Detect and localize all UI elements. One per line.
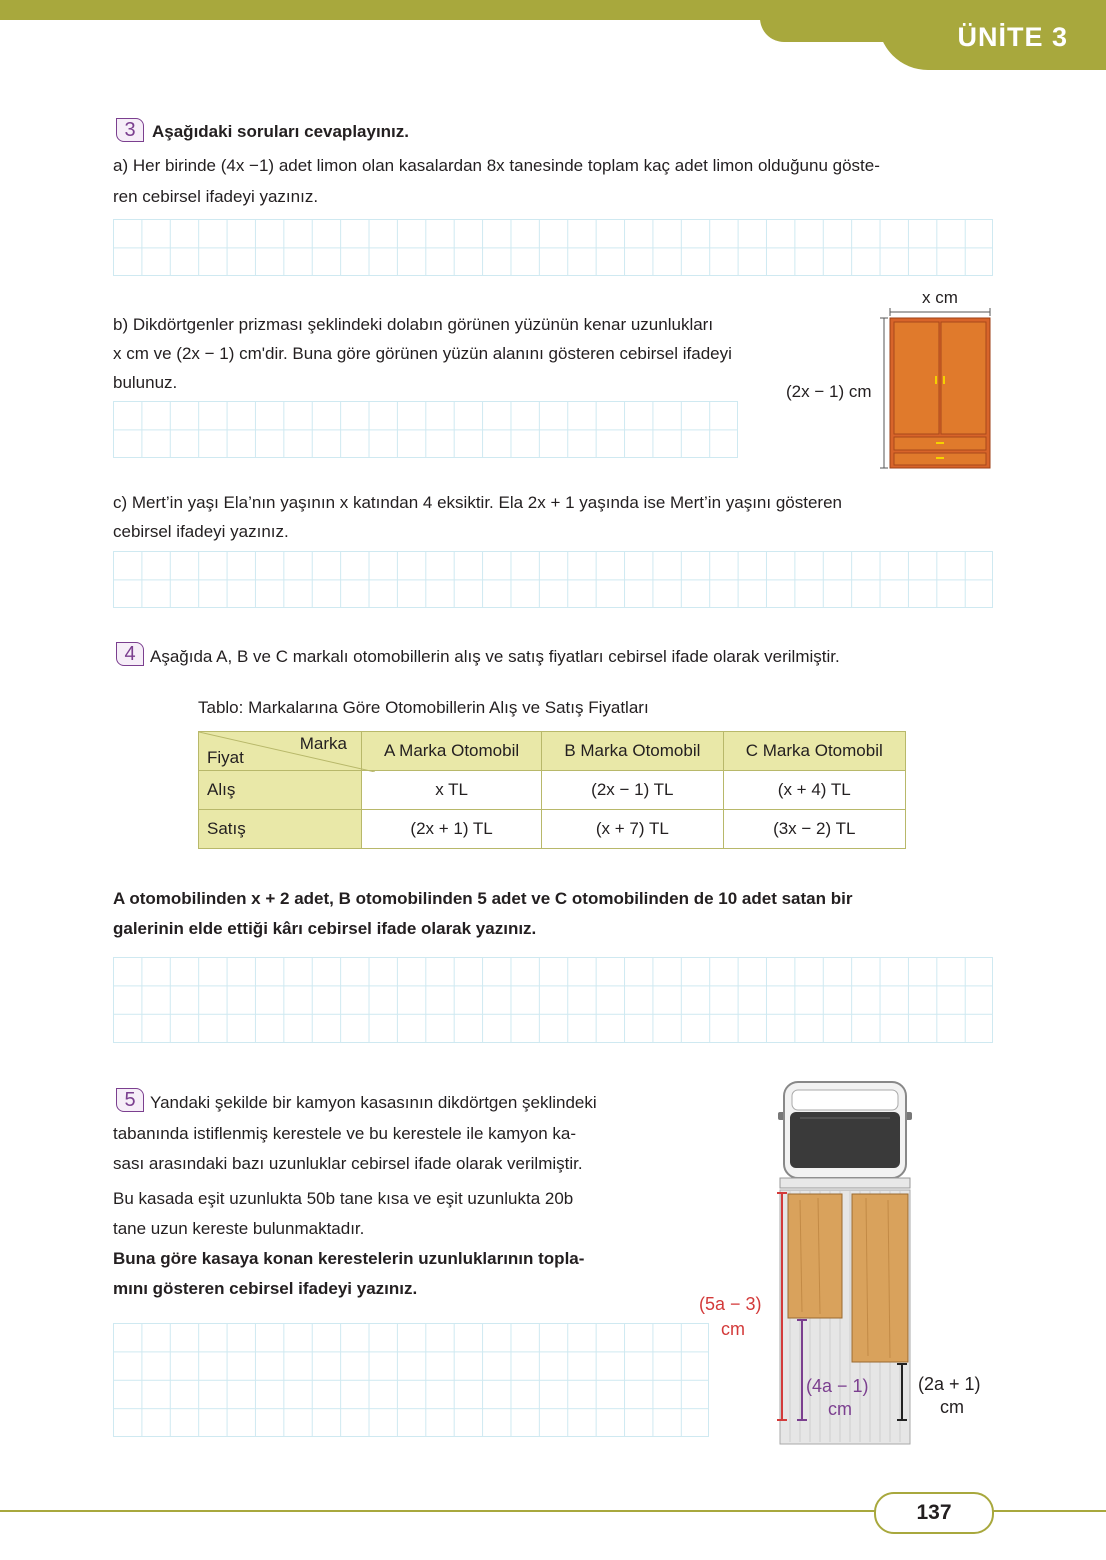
table-cell: (3x − 2) TL	[723, 810, 905, 849]
q5-line5: tane uzun kereste bulunmaktadır.	[113, 1219, 365, 1238]
table-cell: (2x + 1) TL	[362, 810, 542, 849]
column-header-c: C Marka Otomobil	[723, 732, 905, 771]
q5-bold-line2: mını gösteren cebirsel ifadeyi yazınız.	[113, 1279, 418, 1298]
q4-question-line1: A otomobilinden x + 2 adet, B otomobilinden 5 adet ve C otomobilinden de 10 adet satan bir	[113, 889, 853, 908]
answer-grid-3b[interactable]	[113, 401, 738, 458]
question-number-5: 5	[116, 1088, 144, 1112]
unit-tab	[878, 0, 1106, 70]
row-label-alis: Alış	[199, 771, 362, 810]
table-row	[199, 771, 906, 810]
q5-line3: sası arasındaki bazı uzunluklar cebirsel ifade olarak verilmiştir.	[113, 1154, 583, 1173]
table-cell: x TL	[362, 771, 542, 810]
wardrobe-height-label: (2x − 1) cm	[786, 382, 872, 401]
truck-right-label-1: (2a + 1)	[918, 1374, 981, 1394]
q3-title: Aşağıdaki soruları cevaplayınız.	[152, 122, 410, 141]
q4-intro: Aşağıda A, B ve C markalı otomobillerin alış ve satış fiyatları cebirsel ifade olarak verilmiştir.	[150, 647, 840, 666]
corner-fiyat: Fiyat	[207, 748, 244, 767]
column-header-a: A Marka Otomobil	[362, 732, 542, 771]
q3c-line2: cebirsel ifadeyi yazınız.	[113, 522, 289, 541]
truck-outer-label-1: (5a − 3)	[699, 1294, 762, 1314]
truck-inner-label-1: (4a − 1)	[806, 1376, 869, 1396]
answer-grid-3a[interactable]	[113, 219, 993, 276]
table-cell: (x + 4) TL	[723, 771, 905, 810]
truck-inner-label-2: cm	[828, 1399, 852, 1419]
q5-line2: tabanında istiflenmiş kerestele ve bu kerestele ile kamyon ka-	[113, 1124, 577, 1143]
q3b-line3: bulunuz.	[113, 373, 178, 392]
q5-line4: Bu kasada eşit uzunlukta 50b tane kısa ve eşit uzunlukta 20b	[113, 1189, 574, 1208]
table-cell: (2x − 1) TL	[542, 771, 723, 810]
q4-question-line2: galerinin elde ettiği kârı cebirsel ifade olarak yazınız.	[113, 919, 537, 938]
q3b-line1: b) Dikdörtgenler prizması şeklindeki dolabın görünen yüzünün kenar uzunlukları	[113, 315, 714, 334]
q3a-line1: a) Her birinde (4x −1) adet limon olan kasalardan 8x tanesinde toplam kaç adet limon olduğunu göste-	[113, 156, 880, 175]
q3a-line2: ren cebirsel ifadeyi yazınız.	[113, 187, 319, 206]
price-table	[198, 731, 906, 849]
q3b-line2: x cm ve (2x − 1) cm'dir. Buna göre görünen yüzün alanını gösteren cebirsel ifadeyi	[113, 344, 732, 363]
table-cell: (x + 7) TL	[542, 810, 723, 849]
truck-right-label-2: cm	[940, 1397, 964, 1417]
row-label-satis: Satış	[199, 810, 362, 849]
answer-grid-4[interactable]	[113, 957, 993, 1043]
column-header-b: B Marka Otomobil	[542, 732, 723, 771]
question-number-4: 4	[116, 642, 144, 666]
q4-table-caption: Tablo: Markalarına Göre Otomobillerin Alış ve Satış Fiyatları	[198, 698, 649, 717]
q5-bold-line1: Buna göre kasaya konan kerestelerin uzunluklarının topla-	[113, 1249, 585, 1268]
q5-line1: Yandaki şekilde bir kamyon kasasının dikdörtgen şeklindeki	[150, 1093, 597, 1112]
table-header-row	[199, 732, 906, 771]
table-row	[199, 810, 906, 849]
table-corner-cell	[199, 732, 362, 771]
wardrobe-width-label: x cm	[922, 288, 958, 307]
question-number-3: 3	[116, 118, 144, 142]
answer-grid-5[interactable]	[113, 1323, 709, 1437]
q3c-line1: c) Mert’in yaşı Ela’nın yaşının x katından 4 eksiktir. Ela 2x + 1 yaşında ise Mert’in yaşını gösteren	[113, 493, 842, 512]
unit-label: ÜNİTE 3	[957, 22, 1068, 52]
corner-marka: Marka	[299, 734, 347, 753]
answer-grid-3c[interactable]	[113, 551, 993, 608]
page-number: 137	[874, 1492, 994, 1534]
truck-outer-label-2: cm	[721, 1319, 745, 1339]
